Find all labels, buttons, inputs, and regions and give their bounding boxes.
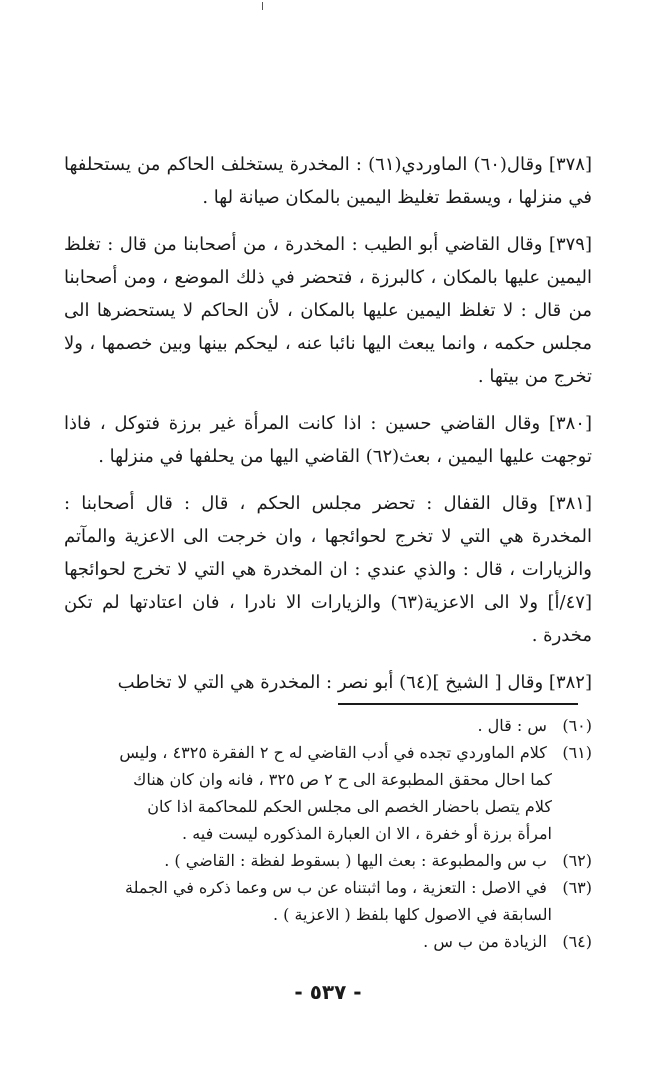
footnote-61-line-4: امرأة برزة أو خفرة ، الا ان العبارة المذكوره ليست فيه .	[182, 824, 552, 843]
main-text	[64, 148, 592, 713]
scan-mark	[262, 2, 263, 10]
footnote-separator	[338, 703, 578, 705]
footnote-text: ب س والمطبوعة : بعث اليها ( بسقوط لفظة : القاضي ) .	[164, 851, 547, 870]
footnote-text: الزيادة من ب س .	[423, 932, 547, 951]
footnote-number: (٦٣)	[562, 878, 592, 897]
footnote-text: س : قال .	[477, 716, 547, 735]
footnote-61-line-3: كلام يتصل باحضار الخصم الى مجلس الحكم للمحاكمة اذا كان	[147, 797, 552, 816]
footnote-63-line-2: السابقة في الاصول كلها بلفظ ( الاعزية ) .	[272, 905, 552, 924]
footnote-60	[64, 712, 592, 739]
footnote-64	[64, 928, 592, 955]
footnote-number: (٦٤)	[562, 932, 592, 951]
footnote-text: في الاصل : التعزية ، وما اثبتناه عن ب س وعما ذكره في الجملة	[125, 878, 547, 897]
footnotes	[64, 712, 592, 955]
page-number: - ٥٣٧ -	[294, 980, 362, 1004]
paragraph-379: [٣٧٩] وقال القاضي أبو الطيب : المخدرة ، من أصحابنا من قال : تغلظ اليمين عليها بالمكان ، كالبرزة ، فتحضر في ذلك الموضع ، ومن أصحابنا من قال : لا تغلظ اليمين عليها بالمكان ، لأن الحاكم لا يستحضرها الى مجلس حكمه ، وانما يبعث اليها نائبا عنه ، ليحكم بينها وبين خصمها ، ولا تخرج من بيتها .	[64, 234, 592, 387]
footnote-number: (٦١)	[562, 743, 592, 762]
footnote-61	[64, 739, 592, 766]
paragraph-380: [٣٨٠] وقال القاضي حسين : اذا كانت المرأة غير برزة فتوكل ، فاذا توجهت عليها اليمين ، بعث(٦٢) القاضي اليها من يحلفها في منزلها .	[64, 413, 592, 467]
footnote-text: كلام الماوردي تجده في أدب القاضي له ح ٢ الفقرة ٤٣٢٥ ، وليس	[119, 743, 547, 762]
footnote-62	[64, 847, 592, 874]
footnote-63	[64, 874, 592, 901]
paragraph-381: [٣٨١] وقال القفال : تحضر مجلس الحكم ، قال : قال أصحابنا : المخدرة هي التي لا تخرج لحوائجها ، وان خرجت الى الاعزية والمآتم والزيارات ، قال : والذي عندي : ان المخدرة هي التي لا تخرج لحوائجها [٤٧/أ] ولا الى الاعزية(٦٣) والزيارات الا نادرا ، فان اعتادتها لم تكن مخدرة .	[64, 493, 592, 646]
footnote-number: (٦٠)	[562, 716, 592, 735]
paragraph-382: [٣٨٢] وقال [ الشيخ ](٦٤) أبو نصر : المخدرة هي التي لا تخاطب	[117, 672, 592, 693]
footnote-number: (٦٢)	[562, 851, 592, 870]
paragraph-378: [٣٧٨] وقال(٦٠) الماوردي(٦١) : المخدرة يستخلف الحاكم من يستحلفها في منزلها ، ويسقط تغليظ اليمين بالمكان صيانة لها .	[64, 154, 592, 208]
footnote-61-line-2: كما احال محقق المطبوعة الى ح ٢ ص ٣٢٥ ، فانه وان كان هناك	[133, 770, 552, 789]
